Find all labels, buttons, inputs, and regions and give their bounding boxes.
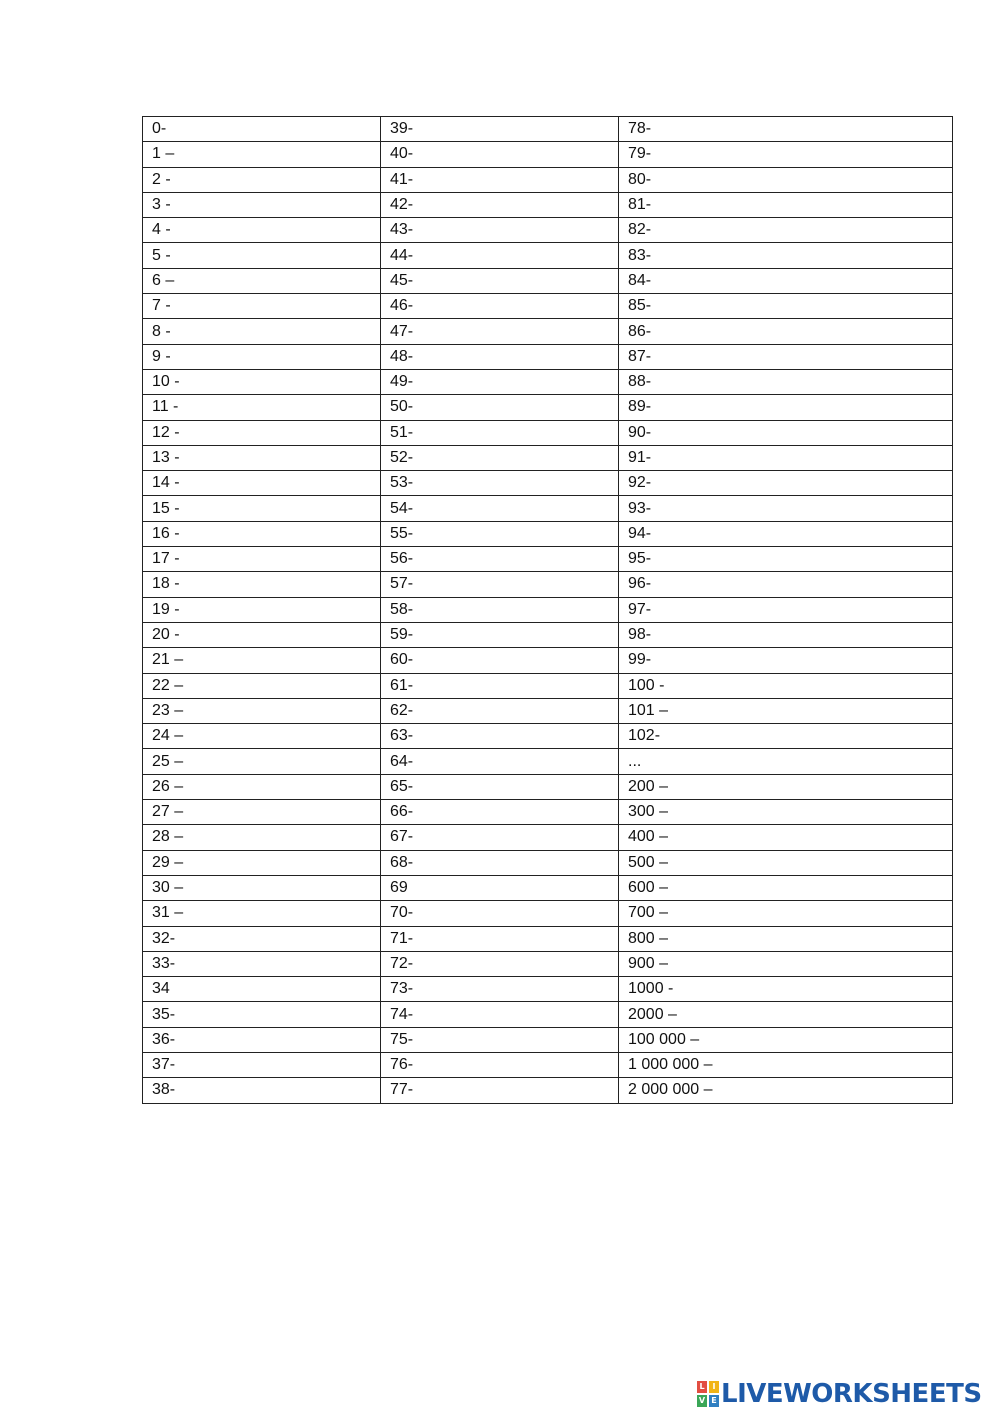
table-cell: 17 - — [143, 547, 381, 572]
table-cell: 3 - — [143, 192, 381, 217]
table-row — [143, 673, 953, 698]
table-cell: 95- — [619, 547, 953, 572]
table-cell: 80- — [619, 167, 953, 192]
table-cell: 2000 – — [619, 1002, 953, 1027]
logo-letter-l: L — [697, 1381, 707, 1393]
logo-letter-i: I — [709, 1381, 719, 1393]
table-cell: 47- — [381, 319, 619, 344]
table-row — [143, 850, 953, 875]
table-cell: 2 - — [143, 167, 381, 192]
table-cell: 22 – — [143, 673, 381, 698]
table-cell: 85- — [619, 294, 953, 319]
table-cell: 1 000 000 – — [619, 1052, 953, 1077]
table-cell: 64- — [381, 749, 619, 774]
table-cell: 73- — [381, 977, 619, 1002]
table-cell: 46- — [381, 294, 619, 319]
table-row — [143, 521, 953, 546]
table-cell: 54- — [381, 496, 619, 521]
table-cell: 43- — [381, 218, 619, 243]
table-cell: 56- — [381, 547, 619, 572]
liveworksheets-logo-icon — [697, 1381, 719, 1407]
table-row — [143, 369, 953, 394]
table-cell: 60- — [381, 648, 619, 673]
table-cell: 200 – — [619, 774, 953, 799]
table-cell: 86- — [619, 319, 953, 344]
table-cell: 96- — [619, 572, 953, 597]
table-row — [143, 749, 953, 774]
table-cell: 99- — [619, 648, 953, 673]
table-cell: 1 – — [143, 142, 381, 167]
table-row — [143, 800, 953, 825]
table-cell: 28 – — [143, 825, 381, 850]
table-cell: 98- — [619, 622, 953, 647]
table-cell: 93- — [619, 496, 953, 521]
table-row — [143, 471, 953, 496]
table-cell: 62- — [381, 698, 619, 723]
numbers-table-body — [143, 117, 953, 1104]
table-cell: 8 - — [143, 319, 381, 344]
table-row — [143, 951, 953, 976]
table-cell: 13 - — [143, 445, 381, 470]
table-cell: 63- — [381, 724, 619, 749]
table-cell: 11 - — [143, 395, 381, 420]
table-cell: 77- — [381, 1078, 619, 1103]
table-cell: 700 – — [619, 901, 953, 926]
table-row — [143, 977, 953, 1002]
table-cell: 61- — [381, 673, 619, 698]
table-cell: 15 - — [143, 496, 381, 521]
table-cell: 89- — [619, 395, 953, 420]
table-cell: 900 – — [619, 951, 953, 976]
table-cell: 97- — [619, 597, 953, 622]
table-row — [143, 1078, 953, 1103]
liveworksheets-brand[interactable] — [697, 1379, 982, 1409]
table-cell: 27 – — [143, 800, 381, 825]
table-cell: 48- — [381, 344, 619, 369]
table-cell: 51- — [381, 420, 619, 445]
table-cell: ... — [619, 749, 953, 774]
table-row — [143, 319, 953, 344]
table-cell: 37- — [143, 1052, 381, 1077]
table-cell: 91- — [619, 445, 953, 470]
table-row — [143, 572, 953, 597]
table-cell: 20 - — [143, 622, 381, 647]
table-cell: 92- — [619, 471, 953, 496]
table-cell: 25 – — [143, 749, 381, 774]
table-cell: 82- — [619, 218, 953, 243]
table-row — [143, 395, 953, 420]
table-cell: 29 – — [143, 850, 381, 875]
table-row — [143, 167, 953, 192]
table-cell: 21 – — [143, 648, 381, 673]
table-row — [143, 622, 953, 647]
table-cell: 5 - — [143, 243, 381, 268]
table-cell: 79- — [619, 142, 953, 167]
table-cell: 75- — [381, 1027, 619, 1052]
table-cell: 83- — [619, 243, 953, 268]
table-cell: 100 - — [619, 673, 953, 698]
table-row — [143, 344, 953, 369]
table-cell: 30 – — [143, 875, 381, 900]
table-cell: 58- — [381, 597, 619, 622]
table-cell: 44- — [381, 243, 619, 268]
table-row — [143, 1027, 953, 1052]
table-cell: 88- — [619, 369, 953, 394]
table-cell: 87- — [619, 344, 953, 369]
logo-letter-e: E — [709, 1395, 719, 1407]
table-cell: 18 - — [143, 572, 381, 597]
table-cell: 102- — [619, 724, 953, 749]
numbers-table — [142, 116, 953, 1104]
table-row — [143, 192, 953, 217]
table-row — [143, 774, 953, 799]
table-cell: 45- — [381, 268, 619, 293]
table-cell: 9 - — [143, 344, 381, 369]
table-cell: 41- — [381, 167, 619, 192]
table-row — [143, 926, 953, 951]
table-cell: 35- — [143, 1002, 381, 1027]
table-cell: 19 - — [143, 597, 381, 622]
table-cell: 16 - — [143, 521, 381, 546]
table-cell: 12 - — [143, 420, 381, 445]
table-cell: 500 – — [619, 850, 953, 875]
table-cell: 600 – — [619, 875, 953, 900]
table-cell: 70- — [381, 901, 619, 926]
table-row — [143, 142, 953, 167]
table-row — [143, 875, 953, 900]
table-cell: 400 – — [619, 825, 953, 850]
table-cell: 300 – — [619, 800, 953, 825]
table-cell: 69 — [381, 875, 619, 900]
table-row — [143, 724, 953, 749]
table-cell: 52- — [381, 445, 619, 470]
table-cell: 78- — [619, 117, 953, 142]
table-cell: 68- — [381, 850, 619, 875]
table-row — [143, 117, 953, 142]
table-cell: 53- — [381, 471, 619, 496]
table-cell: 40- — [381, 142, 619, 167]
table-cell: 76- — [381, 1052, 619, 1077]
table-cell: 38- — [143, 1078, 381, 1103]
table-cell: 72- — [381, 951, 619, 976]
table-row — [143, 1002, 953, 1027]
table-cell: 50- — [381, 395, 619, 420]
table-cell: 94- — [619, 521, 953, 546]
table-cell: 2 000 000 – — [619, 1078, 953, 1103]
table-cell: 24 – — [143, 724, 381, 749]
table-cell: 33- — [143, 951, 381, 976]
table-row — [143, 496, 953, 521]
table-cell: 65- — [381, 774, 619, 799]
brand-name: LIVEWORKSHEETS — [721, 1379, 982, 1409]
table-cell: 67- — [381, 825, 619, 850]
table-cell: 32- — [143, 926, 381, 951]
table-row — [143, 243, 953, 268]
table-cell: 57- — [381, 572, 619, 597]
table-cell: 90- — [619, 420, 953, 445]
table-cell: 71- — [381, 926, 619, 951]
table-cell: 49- — [381, 369, 619, 394]
table-cell: 100 000 – — [619, 1027, 953, 1052]
table-row — [143, 268, 953, 293]
table-cell: 84- — [619, 268, 953, 293]
table-row — [143, 218, 953, 243]
table-cell: 101 – — [619, 698, 953, 723]
table-cell: 42- — [381, 192, 619, 217]
table-cell: 7 - — [143, 294, 381, 319]
table-cell: 14 - — [143, 471, 381, 496]
table-cell: 34 — [143, 977, 381, 1002]
table-cell: 31 – — [143, 901, 381, 926]
table-cell: 26 – — [143, 774, 381, 799]
table-row — [143, 294, 953, 319]
table-cell: 39- — [381, 117, 619, 142]
table-cell: 800 – — [619, 926, 953, 951]
table-cell: 81- — [619, 192, 953, 217]
table-cell: 10 - — [143, 369, 381, 394]
table-cell: 74- — [381, 1002, 619, 1027]
table-cell: 1000 - — [619, 977, 953, 1002]
table-row — [143, 1052, 953, 1077]
table-cell: 36- — [143, 1027, 381, 1052]
table-row — [143, 698, 953, 723]
table-row — [143, 901, 953, 926]
table-row — [143, 597, 953, 622]
table-cell: 6 – — [143, 268, 381, 293]
table-cell: 59- — [381, 622, 619, 647]
table-cell: 23 – — [143, 698, 381, 723]
table-cell: 55- — [381, 521, 619, 546]
table-row — [143, 420, 953, 445]
table-cell: 4 - — [143, 218, 381, 243]
table-cell: 66- — [381, 800, 619, 825]
table-row — [143, 648, 953, 673]
table-row — [143, 547, 953, 572]
table-cell: 0- — [143, 117, 381, 142]
table-row — [143, 445, 953, 470]
logo-letter-v: V — [698, 1396, 706, 1405]
table-row — [143, 825, 953, 850]
